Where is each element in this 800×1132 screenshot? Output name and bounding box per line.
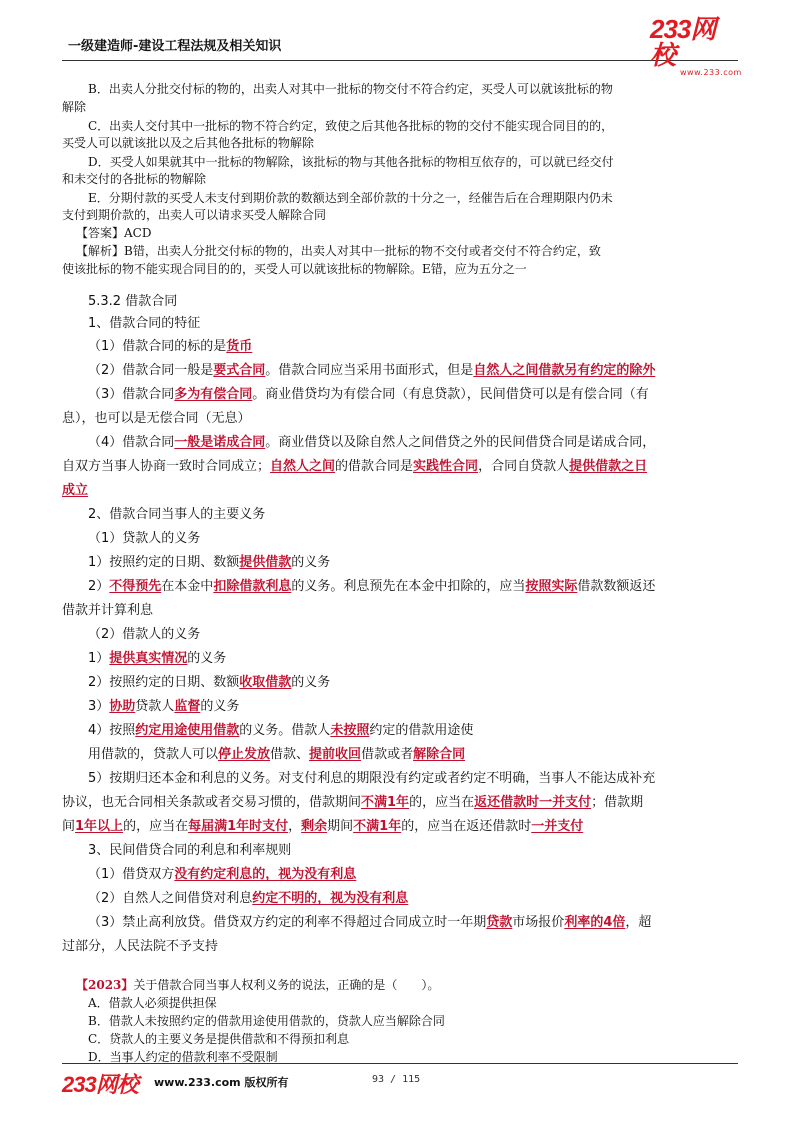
option-b-line1: B．出卖人分批交付标的物的，出卖人对其中一批标的物交付不符合约定，买受人可以就该批标的物: [88, 82, 613, 96]
key-term: 收取借款: [239, 675, 292, 690]
text: （1）借贷双方: [88, 867, 175, 882]
analysis-line1: 【解析】B错，出卖人分批交付标的物的，出卖人对其中一批标的物不交付或者交付不符合约定，致: [76, 244, 601, 258]
text: 的义务: [291, 555, 331, 570]
key-term: 没有约定利息的，视为没有利息: [174, 867, 357, 882]
text: 约定的借款用途使: [369, 723, 474, 738]
text: 2）: [88, 579, 110, 594]
text: 协议，也无合同相关条款或者交易习惯的，借款期间: [62, 795, 362, 810]
option-e-line1: E．分期付款的买受人未支付到期价款的数额达到全部价款的十分之一，经催告后在合理期限内仍未: [88, 191, 613, 205]
borrower-duty-5: 5）按期归还本金和利息的义务。对支付利息的期限没有约定或者约定不明确，当事人不能达成补充: [88, 771, 656, 786]
text: 贷款人: [135, 699, 175, 714]
text: 的义务。利息预先在本金中扣除的，应当: [291, 579, 526, 594]
text: 的义务: [187, 651, 227, 666]
key-term: 返还借款时一并支付: [474, 795, 592, 810]
brand-logo: [650, 14, 742, 77]
text: 3）: [88, 699, 110, 714]
text: 借款或者: [361, 747, 414, 762]
text: 期间: [327, 819, 354, 834]
feature-3-cont: 息），也可以是无偿合同（无息）: [62, 411, 251, 426]
subheading-interest: 3、民间借贷合同的利息和利率规则: [88, 843, 292, 858]
key-term: 每届满1年时支付: [188, 819, 289, 834]
text: 的义务。借款人: [239, 723, 331, 738]
question-option-c: C．贷款人的主要义务是提供借款和不得预扣利息: [88, 1032, 350, 1046]
text: （4）借款合同: [88, 435, 175, 450]
lender-duty-2: [88, 578, 738, 596]
borrower-duty-1: [88, 650, 738, 668]
option-d-line2: 和未交付的各批标的物解除: [62, 172, 207, 186]
text: 2）按照约定的日期、数额: [88, 675, 240, 690]
key-term: 自然人之间借款另有约定的除外: [473, 363, 656, 378]
analysis-line2: 使该批标的物不能实现合同目的的，买受人可以就该批标的物解除。E错，应为五分之一: [62, 262, 527, 276]
footer-logo: 233网校: [62, 1072, 138, 1097]
text: （3）借款合同: [88, 387, 175, 402]
key-term: 要式合同: [213, 363, 266, 378]
text: 借款数额返还: [577, 579, 656, 594]
key-term: 未按照: [330, 723, 370, 738]
key-term: 扣除借款利息: [213, 579, 292, 594]
key-term: 利率的4倍: [564, 915, 626, 930]
text: 1）: [88, 651, 110, 666]
key-term: 多为有偿合同: [174, 387, 253, 402]
interest-rule-3-cont: 过部分，人民法院不予支持: [62, 939, 219, 954]
page-footer: [62, 1063, 738, 1097]
text: ；借款期: [591, 795, 644, 810]
option-e-line2: 支付到期价款的，出卖人可以请求买受人解除合同: [62, 208, 327, 222]
option-c-line1: C．出卖人交付其中一批标的物不符合约定，致使之后其他各批标的物的交付不能实现合同目的的，: [88, 119, 614, 133]
borrower-duties-title: （2）借款人的义务: [88, 627, 201, 642]
brand-logo-url: www.233.com: [680, 68, 742, 77]
key-term: 按照实际: [525, 579, 578, 594]
key-term: 1年以上: [75, 819, 124, 834]
text: 。借款合同应当采用书面形式，但是: [265, 363, 474, 378]
feature-2: [88, 362, 738, 380]
borrower-duty-3: [88, 698, 738, 716]
text: 自双方当事人协商一致时合同成立；: [62, 459, 271, 474]
key-term: 一般是诺成合同: [174, 435, 266, 450]
key-term: 剩余: [301, 819, 328, 834]
text: ，: [288, 819, 302, 834]
key-term: 贷款: [486, 915, 513, 930]
key-term: 协助: [109, 699, 136, 714]
interest-rule-3: [88, 914, 738, 932]
key-term: 不满1年: [353, 819, 402, 834]
text: （2）借款合同一般是: [88, 363, 214, 378]
feature-1: [88, 338, 738, 356]
feature-3: [88, 386, 738, 404]
footer-copyright: www.233.com 版权所有: [154, 1076, 289, 1089]
option-c-line2: 买受人可以就该批以及之后其他各批标的物解除: [62, 136, 315, 150]
key-term: 不得预先: [109, 579, 162, 594]
key-term: 提供借款: [239, 555, 292, 570]
question-stem: [76, 976, 738, 994]
text: 的借款合同是: [335, 459, 414, 474]
text: 。商业借贷均为有偿合同（有息贷款），民间借贷可以是有偿合同（有: [252, 387, 649, 402]
answer-line: 【答案】ACD: [76, 226, 152, 240]
feature-4-cont: [62, 458, 738, 476]
question-year: 【2023】: [76, 978, 134, 992]
key-term: 一并支付: [531, 819, 584, 834]
text: 的，应当在返还借款时: [401, 819, 532, 834]
text: 用借款的，贷款人可以: [88, 747, 219, 762]
feature-4: [88, 434, 738, 452]
borrower-duty-4-cont: [88, 746, 738, 764]
text: 的义务: [291, 675, 331, 690]
text: 1）按照约定的日期、数额: [88, 555, 240, 570]
subheading-duties: 2、借款合同当事人的主要义务: [88, 507, 266, 522]
lender-duties-title: （1）贷款人的义务: [88, 531, 201, 546]
document-title: 一级建造师-建设工程法规及相关知识: [68, 39, 282, 54]
lender-duty-1: [88, 554, 738, 572]
key-term: 停止发放: [218, 747, 271, 762]
key-term: 提供真实情况: [109, 651, 188, 666]
subheading-features: 1、借款合同的特征: [88, 316, 201, 331]
section-heading: 5.3.2 借款合同: [88, 294, 178, 309]
key-term: 不满1年: [361, 795, 410, 810]
text: 的，应当在: [123, 819, 189, 834]
text: 间: [62, 819, 76, 834]
key-term: 自然人之间: [270, 459, 336, 474]
page-header: [62, 14, 742, 77]
text: 关于借款合同当事人权利义务的说法，正确的是（ ）。: [133, 978, 440, 992]
text: 4）按照: [88, 723, 136, 738]
lender-duty-2-cont: 借款并计算利息: [62, 603, 154, 618]
key-term: 监督: [174, 699, 201, 714]
borrower-duty-5-cont2: [62, 818, 738, 836]
text: 。商业借贷以及除自然人之间借贷之外的民间借贷合同是诺成合同，: [265, 435, 656, 450]
borrower-duty-2: [88, 674, 738, 692]
option-d-line1: D．买受人如果就其中一批标的物解除，该批标的物与其他各批标的物相互依存的，可以就已经交付: [88, 155, 614, 169]
key-term: 约定不明的，视为没有利息: [252, 891, 409, 906]
interest-rule-2: [88, 890, 738, 908]
question-option-b: B．借款人未按照约定的借款用途使用借款的，贷款人应当解除合同: [88, 1014, 445, 1028]
borrower-duty-4: [88, 722, 738, 740]
interest-rule-1: [88, 866, 738, 884]
text: （1）借款合同的标的是: [88, 339, 227, 354]
text: 借款、: [270, 747, 310, 762]
key-term: 提供借款之日: [569, 459, 648, 474]
question-option-a: A．借款人必须提供担保: [88, 996, 217, 1010]
text: ，超: [625, 915, 652, 930]
text: （3）禁止高利放贷。借贷双方约定的利率不得超过合同成立时一年期: [88, 915, 487, 930]
text: 市场报价: [512, 915, 565, 930]
key-term: 货币: [226, 339, 253, 354]
question-option-d: D．当事人约定的借款利率不受限制: [88, 1050, 278, 1064]
option-b-line2: 解除: [62, 100, 87, 114]
key-term: 实践性合同: [413, 459, 479, 474]
key-term: 提前收回: [309, 747, 362, 762]
text: ，合同自贷款人: [478, 459, 570, 474]
key-term: 约定用途使用借款: [135, 723, 240, 738]
borrower-duty-5-cont: [62, 794, 738, 812]
brand-logo-text: 233网校: [650, 14, 716, 70]
page-number: 93 / 115: [372, 1074, 421, 1085]
key-term: 成立: [62, 483, 89, 498]
key-term: 解除合同: [413, 747, 466, 762]
text: 的，应当在: [409, 795, 475, 810]
feature-4-cont2: [62, 482, 738, 500]
text: （2）自然人之间借贷对利息: [88, 891, 253, 906]
text: 的义务: [200, 699, 240, 714]
text: 在本金中: [161, 579, 214, 594]
